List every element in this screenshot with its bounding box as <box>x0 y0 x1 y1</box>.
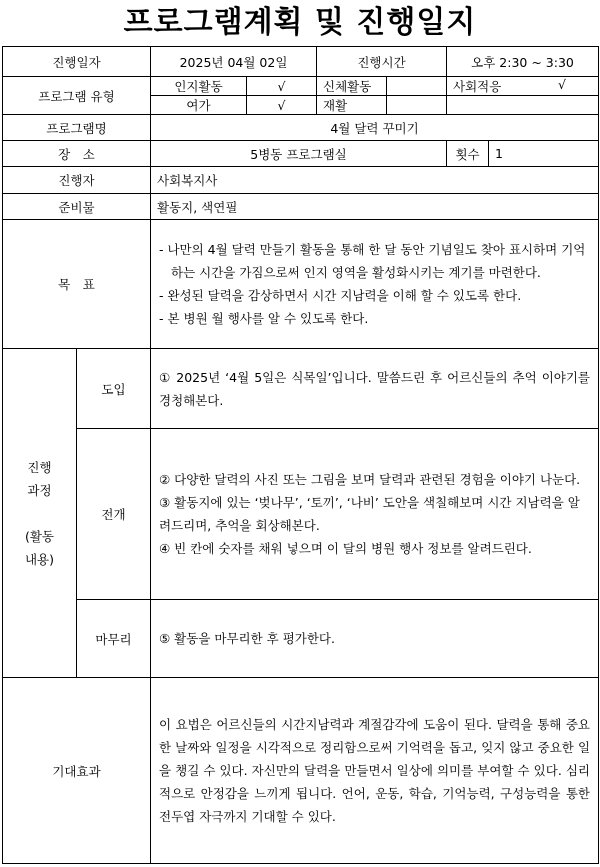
goals-label: 목 표 <box>3 220 151 349</box>
program-type-label: 프로그램 유형 <box>3 77 151 115</box>
program-type-rehab: 재활 <box>317 96 387 115</box>
development-line: ③ 활동지에 있는 ‘벚나무’, ‘토끼’, ‘나비’ 도안을 색칠해보며 시간 지남력을 알려드리며, 추억을 회상해본다. <box>159 495 580 533</box>
page-title: 프로그램계획 및 진행일지 <box>123 5 477 40</box>
closing-label: 마무리 <box>77 600 151 678</box>
program-type-social: 사회적응 <box>453 79 502 94</box>
row-goals <box>3 220 599 349</box>
program-type-physical: 신체활동 <box>317 77 387 96</box>
program-type-rehab-check <box>387 96 447 115</box>
process-label-line: 내용) <box>24 551 55 567</box>
row-program-type-1 <box>3 77 599 96</box>
development-label: 전개 <box>77 429 151 600</box>
effect-label: 기대효과 <box>3 678 151 864</box>
program-log-table <box>2 46 599 864</box>
effect-content: 이 요법은 어르신들의 시간지남력과 계절감각에 도움이 된다. 달력을 통해 중요한 날짜와 일정을 시각적으로 정리함으로써 기억력을 돕고, 잊지 않고 중요한 일을 챙길 수 있다. 자신만의 달력을 만들면서 일상에 의미를 부여할 수 있다. 심리적으로 안정감을 느끼게 됩니다. 언어, 운동, 학습, 기억능력, 구성능력을 통한 전두엽 자극까지 기대할 수 있다. <box>151 678 599 864</box>
time-value: 오후 2:30 ~ 3:30 <box>447 47 599 77</box>
row-process-closing <box>3 600 599 678</box>
development-content <box>151 429 599 600</box>
program-type-leisure: 여가 <box>151 96 247 115</box>
program-name-value: 4월 달력 꾸미기 <box>151 115 599 141</box>
intro-label: 도입 <box>77 349 151 429</box>
time-label: 진행시간 <box>317 47 447 77</box>
row-process-intro <box>3 349 599 429</box>
intro-line: ① 2025년 ‘4월 5일은 식목일’입니다. 말씀드린 후 어르신들의 추억 이야기를 경청해본다. <box>159 369 591 408</box>
development-line: ② 다양한 달력의 사진 또는 그림을 보며 달력과 관련된 경험을 이야기 나눈다. <box>159 472 581 487</box>
program-name-label: 프로그램명 <box>3 115 151 141</box>
program-type-leisure-check: √ <box>247 96 317 115</box>
development-line: ④ 빈 칸에 숫자를 채워 넣으며 이 달의 병원 행사 정보를 알려드린다. <box>159 541 532 556</box>
program-type-cognitive-check: √ <box>247 77 317 96</box>
row-process-development <box>3 429 599 600</box>
goal-item: - 완성된 달력을 감상하면서 시간 지남력을 이해 할 수 있도록 한다. <box>159 288 522 303</box>
goals-content <box>151 220 599 349</box>
closing-content <box>151 600 599 678</box>
count-value: 1 <box>489 141 599 167</box>
goal-item: - 나만의 4월 달력 만들기 활동을 통해 한 달 동안 기념일도 찾아 표시하며 기억하는 시간을 가짐으로써 인지 영역을 활성화시키는 계기를 마련한다. <box>159 242 586 280</box>
program-type-cognitive: 인지활동 <box>151 77 247 96</box>
row-program-name <box>3 115 599 141</box>
process-label-line: 진행 <box>27 459 52 475</box>
place-value: 5병동 프로그램실 <box>151 141 447 167</box>
date-value: 2025년 04월 02일 <box>151 47 317 77</box>
materials-label: 준비물 <box>3 194 151 220</box>
place-label: 장 소 <box>3 141 151 167</box>
leader-value: 사회복지사 <box>151 167 599 194</box>
row-leader <box>3 167 599 194</box>
program-type-social-check: √ <box>558 77 567 92</box>
process-label-line: (활동 <box>24 528 55 544</box>
process-label-line: 과정 <box>27 482 52 498</box>
intro-content <box>151 349 599 429</box>
date-label: 진행일자 <box>3 47 151 77</box>
leader-label: 진행자 <box>3 167 151 194</box>
process-label <box>3 349 77 678</box>
goal-item: - 본 병원 월 행사를 알 수 있도록 한다. <box>159 311 369 326</box>
program-type-social-cell <box>447 77 599 96</box>
count-label: 횟수 <box>447 141 489 167</box>
row-date <box>3 47 599 77</box>
program-type-physical-check <box>387 77 447 96</box>
row-materials <box>3 194 599 220</box>
row-place <box>3 141 599 167</box>
closing-line: ⑤ 활동을 마무리한 후 평가한다. <box>159 631 335 646</box>
row-effect <box>3 678 599 864</box>
materials-value: 활동지, 색연필 <box>151 194 599 220</box>
program-type-empty <box>447 96 599 115</box>
